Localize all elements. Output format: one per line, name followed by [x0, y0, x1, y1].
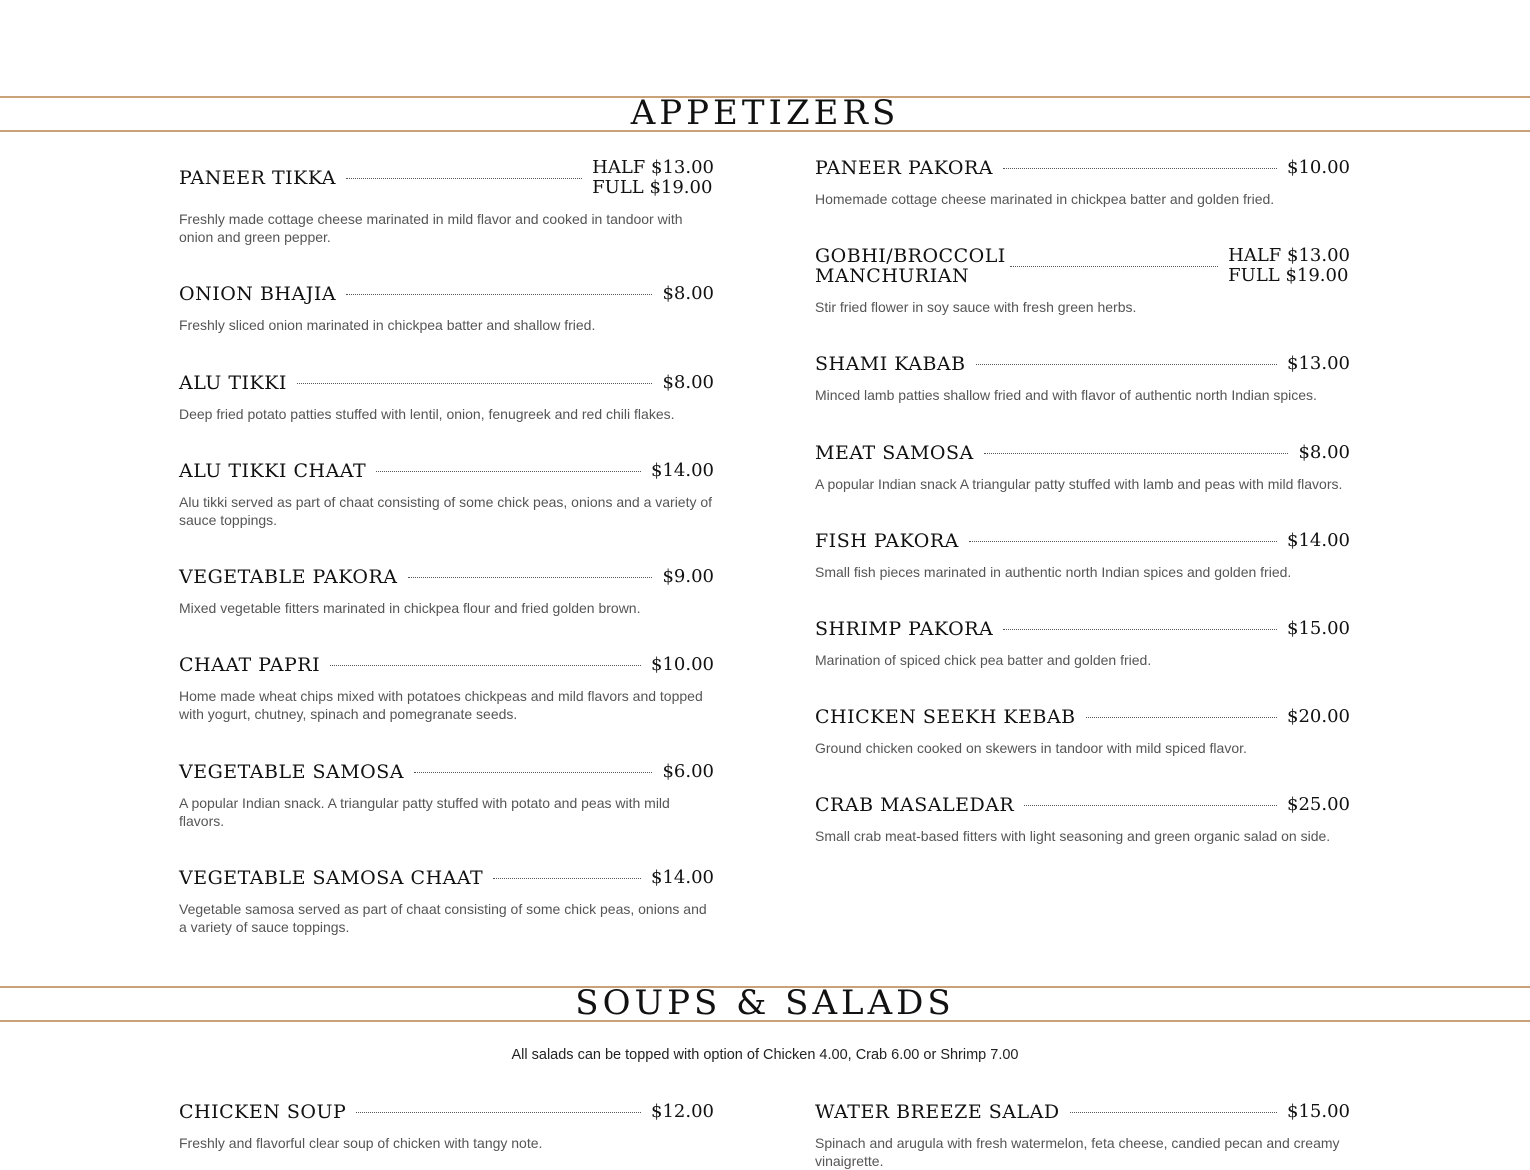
- item-price: $13.00: [1287, 353, 1350, 374]
- dot-leader: [297, 383, 653, 384]
- item-price: $15.00: [1287, 618, 1350, 639]
- item-name: WATER BREEZE SALAD: [815, 1101, 1060, 1123]
- item-description: Stir fried flower in soy sauce with fresh green herbs.: [815, 299, 1137, 315]
- item-description: Marination of spiced chick pea batter and golden fried.: [815, 652, 1152, 668]
- menu-item: [179, 567, 714, 617]
- item-price: $8.00: [662, 283, 714, 304]
- item-name: CHICKEN SOUP: [179, 1101, 347, 1123]
- menu-item: [815, 1102, 1350, 1170]
- item-name: VEGETABLE SAMOSA CHAAT: [179, 867, 484, 889]
- item-description: A popular Indian snack A triangular patty stuffed with lamb and peas with mild flavors.: [815, 476, 1343, 492]
- item-price: $8.00: [662, 372, 714, 393]
- item-name: ALU TIKKI CHAAT: [179, 460, 367, 482]
- item-description: Alu tikki served as part of chaat consisting of some chick peas, onions and a variety of sauce toppings.: [179, 494, 713, 528]
- dot-leader: [414, 772, 652, 773]
- item-name: CRAB MASALEDAR: [815, 794, 1015, 816]
- item-price: $14.00: [1287, 530, 1350, 551]
- dot-leader: [969, 541, 1277, 542]
- item-price: $8.00: [1298, 442, 1350, 463]
- item-description: Ground chicken cooked on skewers in tandoor with mild spiced flavor.: [815, 740, 1247, 756]
- item-name: CHICKEN SEEKH KEBAB: [815, 706, 1076, 728]
- item-description: Freshly made cottage cheese marinated in mild flavor and cooked in tandoor with onion and green pepper.: [179, 211, 683, 245]
- menu-item: [179, 762, 714, 830]
- item-description: Freshly sliced onion marinated in chickpea batter and shallow fried.: [179, 317, 596, 333]
- menu-item: [179, 284, 714, 334]
- salad-topping-note: All salads can be topped with option of Chicken 4.00, Crab 6.00 or Shrimp 7.00: [511, 1047, 1019, 1063]
- item-name: SHAMI KABAB: [815, 353, 966, 375]
- appetizers-title: APPETIZERS: [630, 93, 900, 133]
- menu-item: [815, 246, 1350, 316]
- menu-item: [815, 443, 1350, 493]
- dot-leader: [984, 453, 1289, 454]
- item-price: [592, 158, 714, 198]
- item-name: ONION BHAJIA: [179, 283, 337, 305]
- dot-leader: [346, 178, 582, 179]
- item-name: PANEER PAKORA: [815, 157, 994, 179]
- menu-item: [179, 655, 714, 723]
- dot-leader: [356, 1112, 641, 1113]
- item-description: Spinach and arugula with fresh watermelon, feta cheese, candied pecan and creamy vinaigrette.: [815, 1135, 1340, 1169]
- item-price: $20.00: [1287, 706, 1350, 727]
- item-name: PANEER TIKKA: [179, 167, 336, 189]
- item-description: Small crab meat-based fitters with light seasoning and green organic salad on side.: [815, 828, 1331, 844]
- dot-leader: [1024, 805, 1277, 806]
- item-price: $25.00: [1287, 794, 1350, 815]
- item-name: VEGETABLE SAMOSA: [179, 761, 404, 783]
- dot-leader: [346, 294, 652, 295]
- dot-leader: [1003, 168, 1277, 169]
- dot-leader: [1003, 629, 1277, 630]
- menu-item: [815, 158, 1350, 208]
- soups-salads-title: SOUPS & SALADS: [575, 983, 955, 1023]
- item-name: GOBHI/BROCCOLI MANCHURIAN: [815, 245, 1006, 287]
- appetizers-header: [0, 93, 1530, 133]
- dot-leader: [976, 364, 1277, 365]
- item-description: Vegetable samosa served as part of chaat consisting of some chick peas, onions and a variety of sauce toppings.: [179, 901, 707, 935]
- dot-leader: [408, 577, 653, 578]
- item-price: $6.00: [662, 761, 714, 782]
- menu-item: [179, 1102, 714, 1152]
- menu-item: [815, 707, 1350, 757]
- item-name: SHRIMP PAKORA: [815, 618, 994, 640]
- price-half: HALF $13.00: [592, 157, 714, 178]
- item-description: A popular Indian snack. A triangular patty stuffed with potato and peas with mild flavors.: [179, 795, 670, 829]
- item-name: MEAT SAMOSA: [815, 442, 974, 464]
- item-description: Mixed vegetable fitters marinated in chickpea flour and fried golden brown.: [179, 600, 641, 616]
- item-name: FISH PAKORA: [815, 530, 959, 552]
- price-half: HALF $13.00: [1228, 245, 1350, 266]
- dot-leader: [376, 471, 641, 472]
- dot-leader: [1086, 717, 1277, 718]
- item-price: $9.00: [662, 566, 714, 587]
- dot-leader: [493, 878, 641, 879]
- item-description: Freshly and flavorful clear soup of chicken with tangy note.: [179, 1135, 543, 1151]
- dot-leader: [1010, 266, 1218, 267]
- item-name: VEGETABLE PAKORA: [179, 566, 398, 588]
- item-price: $10.00: [1287, 157, 1350, 178]
- item-price: $10.00: [651, 654, 714, 675]
- item-price: [1228, 246, 1350, 286]
- menu-item: [815, 531, 1350, 581]
- menu-item: [179, 868, 714, 936]
- item-description: Homemade cottage cheese marinated in chickpea batter and golden fried.: [815, 191, 1275, 207]
- menu-item: [815, 619, 1350, 669]
- item-description: Deep fried potato patties stuffed with lentil, onion, fenugreek and red chili flakes.: [179, 406, 675, 422]
- item-name: CHAAT PAPRI: [179, 654, 321, 676]
- price-full: FULL $19.00: [592, 177, 713, 198]
- soups-salads-header: [0, 983, 1530, 1023]
- menu-item: [815, 795, 1350, 845]
- price-full: FULL $19.00: [1228, 265, 1349, 286]
- dot-leader: [330, 665, 641, 666]
- item-description: Home made wheat chips mixed with potatoes chickpeas and mild flavors and topped with yogurt, chutney, spinach and pomegranate seeds.: [179, 688, 703, 722]
- item-price: $14.00: [651, 460, 714, 481]
- menu-item: [815, 354, 1350, 404]
- dot-leader: [1070, 1112, 1277, 1113]
- item-name: ALU TIKKI: [179, 372, 287, 394]
- item-price: $15.00: [1287, 1101, 1350, 1122]
- menu-item: [179, 461, 714, 529]
- item-description: Minced lamb patties shallow fried and with flavor of authentic north Indian spices.: [815, 387, 1317, 403]
- item-price: $14.00: [651, 867, 714, 888]
- menu-item: [179, 158, 714, 246]
- menu-item: [179, 373, 714, 423]
- item-price: $12.00: [651, 1101, 714, 1122]
- item-description: Small fish pieces marinated in authentic north Indian spices and golden fried.: [815, 564, 1292, 580]
